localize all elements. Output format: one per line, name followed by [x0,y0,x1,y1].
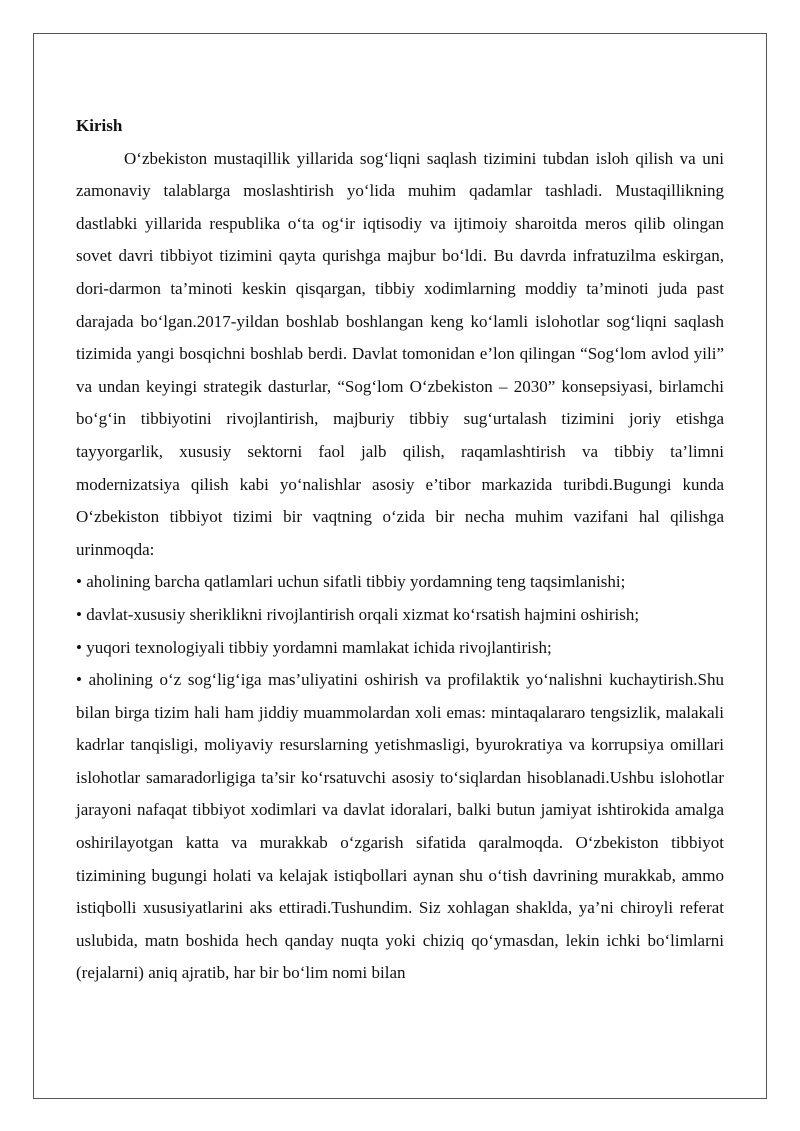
bullet-item-4: • aholining o‘z sog‘lig‘iga mas’uliyatini oshirish va profilaktik yo‘nalishni kuchaytirish.Shu bilan birga tizim hali ham jiddiy muammolardan xoli emas: mintaqalararo tengsizlik, malakali kadrlar tanqisligi, moliyaviy resurslarning yetishmasligi, byurokratiya va korrupsiya omillari islohotlar samaradorligiga ta’sir ko‘rsatuvchi asosiy to‘siqlardan hisoblanadi.Ushbu islohotlar jarayoni nafaqat tibbiyot xodimlari va davlat idoralari, balki butun jamiyat ishtirokida amalga oshirilayotgan katta va murakkab o‘zgarish sifatida qaralmoqda. O‘zbekiston tibbiyot tizimining bugungi holati va kelajak istiqbollari aynan shu o‘tish davrining murakkab, ammo istiqbolli xususiyatlarini aks ettiradi.Tushundim. Siz xohlagan shaklda, ya’ni chiroyli referat uslubida, matn boshida hech qanday nuqta yoki chiziq qo‘ymasdan, lekin ichki bo‘limlarni (rejalarni) aniq ajratib, har bir bo‘lim nomi bilan [76,670,724,983]
bullet-item-1: • aholining barcha qatlamlari uchun sifatli tibbiy yordamning teng taqsimlanishi; [76,572,626,592]
bullet-item-3: • yuqori texnologiyali tibbiy yordamni mamlakat ichida rivojlantirish; [76,637,552,657]
document-body [76,110,724,990]
bullet-item-2: • davlat-xususiy sheriklikni rivojlantirish orqali xizmat ko‘rsatish hajmini oshirish; [76,604,640,624]
intro-paragraph: O‘zbekiston mustaqillik yillarida sog‘liqni saqlash tizimini tubdan isloh qilish va uni zamonaviy talablarga moslashtirish yo‘lida muhim qadamlar tashladi. Mustaqillikning dastlabki yillarida respublika o‘ta og‘ir iqtisodiy va ijtimoiy sharoitda meros qilib olingan sovet davri tibbiyot tizimini qayta qurishga majbur bo‘ldi. Bu davrda infratuzilma eskirgan, dori-darmon ta’minoti keskin qisqargan, tibbiy xodimlarning moddiy ta’minoti juda past darajada bo‘lgan.2017-yildan boshlab boshlangan keng ko‘lamli islohotlar sog‘liqni saqlash tizimida yangi bosqichni boshlab berdi. Davlat tomonidan e’lon qilingan “Sog‘lom avlod yili” va undan keyingi strategik dasturlar, “Sog‘lom O‘zbekiston – 2030” konsepsiyasi, birlamchi bo‘g‘in tibbiyotini rivojlantirish, majburiy tibbiy sug‘urtalash tizimini joriy etishga tayyorgarlik, xususiy sektorni faol jalb qilish, raqamlashtirish va tibbiy ta’limni modernizatsiya qilish kabi yo‘nalishlar asosiy e’tibor markazida turibdi.Bugungi kunda O‘zbekiston tibbiyot tizimi bir vaqtning o‘zida bir necha muhim vazifani hal qilishga urinmoqda: [76,148,724,559]
section-heading: Kirish [76,116,123,135]
